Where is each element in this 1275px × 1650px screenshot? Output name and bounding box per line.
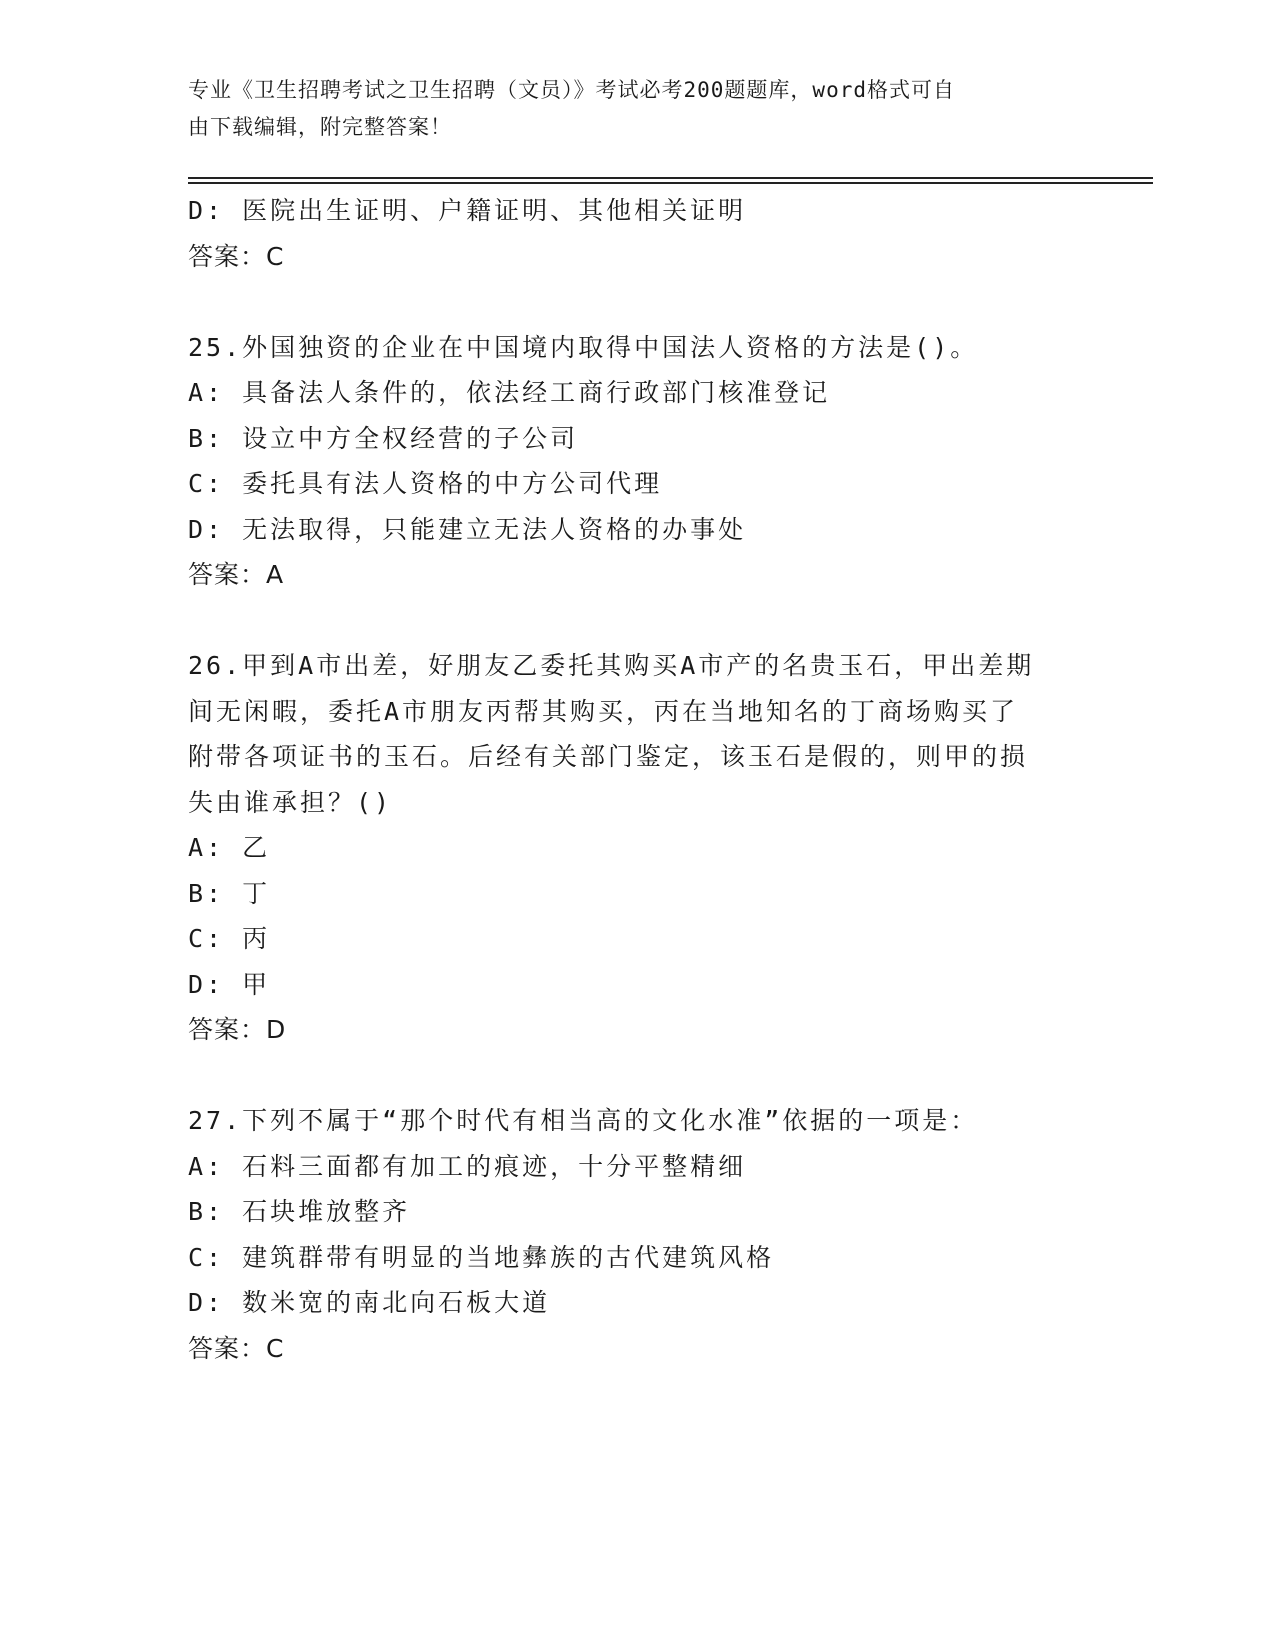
question-stem: 27.下列不属于“那个时代有相当高的文化水准”依据的一项是： [188, 1106, 979, 1135]
answer: 答案：D [188, 1015, 287, 1044]
spacer [188, 279, 1108, 325]
answer: 答案：C [188, 241, 285, 271]
option-a: A: 具备法人条件的，依法经工商行政部门核准登记 [188, 378, 831, 407]
option-c: C: 丙 [188, 924, 271, 953]
answer: 答案：C [188, 1333, 285, 1363]
question-stem-line-3: 附带各项证书的玉石。后经有关部门鉴定，该玉石是假的，则甲的损 [188, 742, 1029, 771]
option-d: D: 甲 [188, 969, 271, 999]
header-rule-top [188, 177, 1153, 179]
header-line-1: 专业《卫生招聘考试之卫生招聘（文员）》考试必考200题题库，word格式可自 [188, 78, 955, 102]
option-c: C: 建筑群带有明显的当地彝族的古代建筑风格 [188, 1242, 775, 1272]
option-b: B: 设立中方全权经营的子公司 [188, 423, 579, 453]
question-27 [188, 1098, 1108, 1371]
spacer [188, 598, 1108, 644]
option-a: A: 石料三面都有加工的痕迹，十分平整精细 [188, 1151, 747, 1181]
spacer [188, 1053, 1108, 1099]
option-d: D: 医院出生证明、户籍证明、其他相关证明 [188, 196, 747, 225]
header-rule-bottom [188, 182, 1153, 184]
answer: 答案：A [188, 560, 285, 589]
question-content [188, 188, 1108, 1371]
option-b: B: 丁 [188, 878, 271, 908]
option-d: D: 无法取得，只能建立无法人资格的办事处 [188, 514, 747, 544]
option-a: A: 乙 [188, 833, 271, 862]
option-c: C: 委托具有法人资格的中方公司代理 [188, 469, 663, 498]
question-stem-line-2: 间无闲暇，委托A市朋友丙帮其购买，丙在当地知名的丁商场购买了 [188, 696, 1019, 726]
prev-question [188, 188, 1108, 279]
document-header [188, 72, 1088, 146]
question-26 [188, 643, 1108, 1053]
question-stem-line-4: 失由谁承担？() [188, 787, 393, 817]
option-b: B: 石块堆放整齐 [188, 1197, 411, 1226]
question-25 [188, 325, 1108, 598]
question-stem-line-1: 26.甲到A市出差，好朋友乙委托其购买A市产的名贵玉石，甲出差期 [188, 651, 1035, 680]
option-d: D: 数米宽的南北向石板大道 [188, 1288, 551, 1317]
question-stem: 25.外国独资的企业在中国境内取得中国法人资格的方法是()。 [188, 332, 979, 362]
header-line-2: 由下载编辑，附完整答案！ [188, 115, 452, 139]
